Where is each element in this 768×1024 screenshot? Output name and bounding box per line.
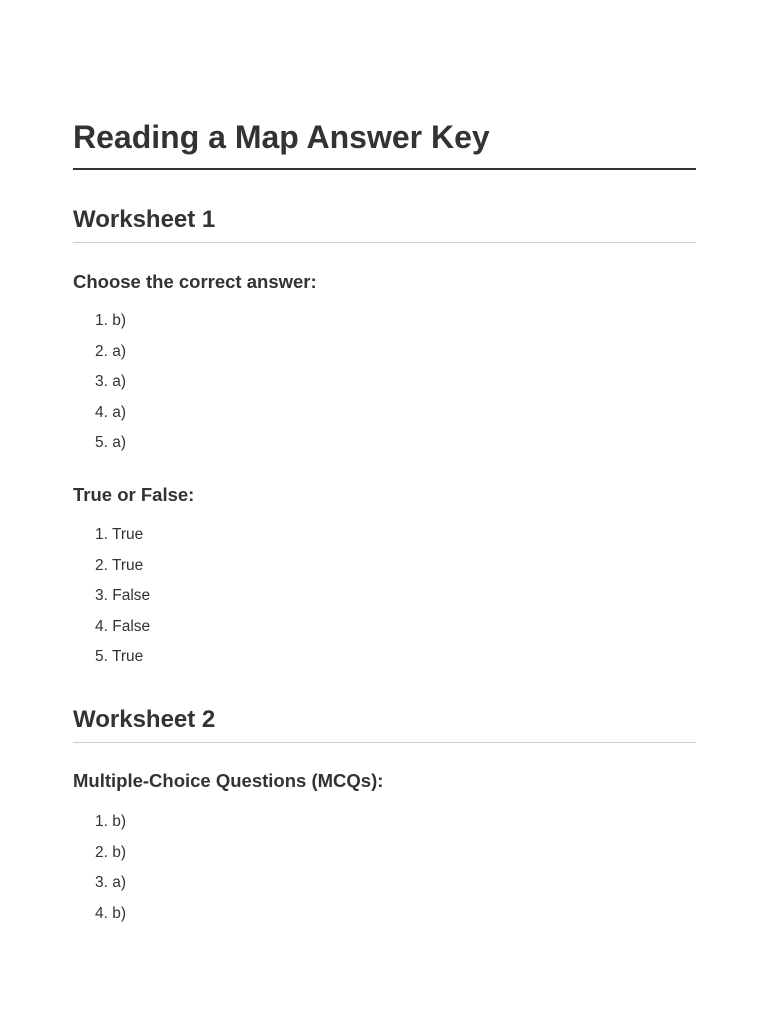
item-answer: a) bbox=[112, 434, 127, 451]
item-answer: b) bbox=[112, 904, 127, 922]
item-answer: b) bbox=[112, 312, 127, 329]
title-divider bbox=[73, 168, 696, 170]
choose-correct-answer-list bbox=[95, 310, 126, 463]
item-number: 2. bbox=[95, 843, 108, 861]
list-item bbox=[95, 842, 126, 873]
list-item bbox=[95, 524, 150, 555]
item-answer: True bbox=[111, 648, 144, 665]
choose-correct-answer-heading: Choose the correct answer: bbox=[73, 271, 317, 292]
item-number: 1. bbox=[95, 813, 108, 830]
worksheet-1-divider bbox=[73, 242, 696, 243]
worksheet-1-heading: Worksheet 1 bbox=[73, 206, 216, 233]
worksheet-2-divider bbox=[73, 742, 696, 743]
item-number: 5. bbox=[95, 434, 108, 451]
true-or-false-heading: True or False: bbox=[73, 484, 195, 505]
list-item bbox=[95, 903, 126, 934]
item-answer: a) bbox=[112, 373, 127, 390]
list-item bbox=[95, 310, 126, 341]
true-or-false-list bbox=[95, 524, 150, 677]
list-item bbox=[95, 341, 126, 372]
item-answer: a) bbox=[112, 403, 127, 421]
item-number: 2. bbox=[95, 342, 108, 360]
mcq-answer-list bbox=[95, 811, 126, 933]
item-answer: True bbox=[111, 556, 144, 574]
item-answer: b) bbox=[112, 813, 127, 830]
item-number: 5. bbox=[95, 648, 108, 665]
item-number: 4. bbox=[95, 617, 108, 635]
item-answer: a) bbox=[112, 342, 127, 360]
list-item bbox=[95, 585, 150, 616]
list-item bbox=[95, 646, 150, 677]
worksheet-2-heading: Worksheet 2 bbox=[73, 706, 216, 733]
list-item bbox=[95, 371, 126, 402]
item-number: 1. bbox=[95, 312, 108, 329]
item-number: 3. bbox=[95, 587, 108, 604]
item-number: 4. bbox=[95, 904, 108, 922]
list-item bbox=[95, 616, 150, 647]
list-item bbox=[95, 872, 126, 903]
list-item bbox=[95, 811, 126, 842]
item-answer: b) bbox=[112, 843, 127, 861]
item-number: 1. bbox=[95, 526, 108, 543]
item-answer: True bbox=[111, 526, 144, 543]
list-item bbox=[95, 555, 150, 586]
list-item bbox=[95, 402, 126, 433]
document-title: Reading a Map Answer Key bbox=[73, 119, 490, 155]
item-number: 3. bbox=[95, 373, 108, 390]
item-answer: a) bbox=[112, 874, 127, 891]
item-answer: False bbox=[112, 617, 151, 635]
item-number: 2. bbox=[95, 556, 108, 574]
mcq-heading: Multiple-Choice Questions (MCQs): bbox=[73, 770, 384, 791]
item-answer: False bbox=[112, 587, 151, 604]
item-number: 4. bbox=[95, 403, 108, 421]
item-number: 3. bbox=[95, 874, 108, 891]
list-item bbox=[95, 432, 126, 463]
